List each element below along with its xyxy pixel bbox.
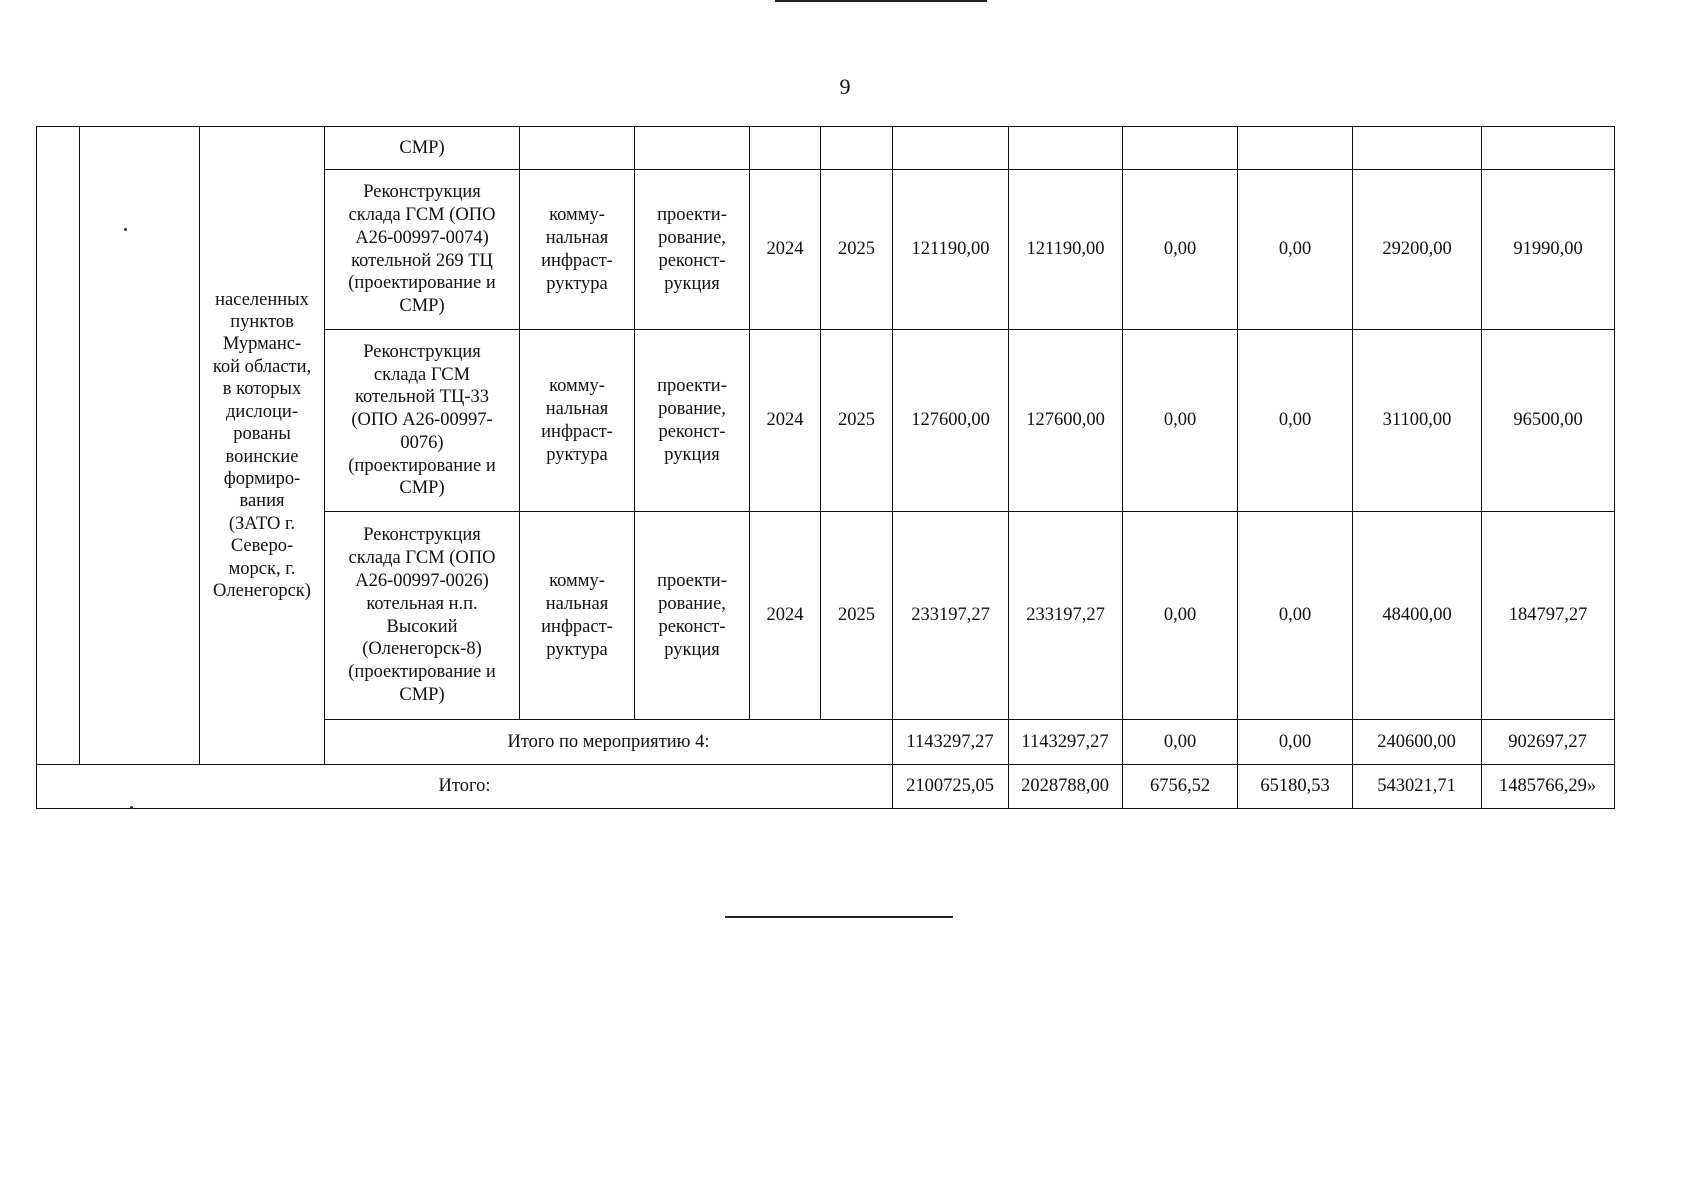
cell-value-3: 0,00: [1238, 330, 1353, 512]
territory-line: пунктов: [230, 312, 294, 333]
territory-line: Северо-: [230, 536, 294, 557]
object-line: котельной ТЦ-33: [354, 387, 490, 408]
grand-total-value-4: 543021,71: [1353, 765, 1482, 809]
table-row-continuation: [37, 127, 1615, 170]
cell-end-year: 2025: [821, 170, 893, 330]
cell-value-5: 96500,00: [1482, 330, 1615, 512]
object-line: (ОПО А26-00997-: [351, 410, 493, 431]
work-line: реконст-: [658, 421, 726, 442]
work-line: рование,: [658, 593, 726, 614]
object-line: котельная н.п.: [366, 593, 478, 614]
cell-value-4: 48400,00: [1353, 512, 1482, 720]
cell-start-year: 2024: [750, 330, 821, 512]
object-line: 0076): [400, 432, 444, 453]
work-line: проекти-: [657, 375, 727, 396]
sphere-line: нальная: [545, 593, 609, 614]
work-line: рукция: [664, 639, 720, 660]
territory-line: в которых: [222, 379, 302, 400]
work-line: рование,: [658, 227, 726, 248]
cell-end-year: 2025: [821, 512, 893, 720]
sphere-line: руктура: [546, 444, 608, 465]
territory-line: Оленегорск): [213, 580, 311, 601]
cell-value-1: 121190,00: [1009, 170, 1123, 330]
sphere-line: комму-: [549, 570, 605, 591]
cell-sphere: [520, 330, 635, 512]
cell-index: [37, 127, 80, 765]
object-line: СМР): [399, 684, 445, 705]
grand-total-row: [37, 765, 1615, 809]
cell-start-year: 2024: [750, 170, 821, 330]
page-number: 9: [839, 74, 851, 99]
cell-empty: [635, 127, 750, 170]
sphere-line: нальная: [545, 398, 609, 419]
cell-total: 121190,00: [893, 170, 1009, 330]
territory-line: формиро-: [223, 468, 301, 489]
subtotal-value-1: 1143297,27: [1009, 720, 1123, 765]
sphere-line: инфраст-: [541, 616, 613, 637]
territory-line: воинские: [225, 446, 299, 467]
cell-object: [325, 330, 520, 512]
sphere-line: комму-: [549, 375, 605, 396]
territory-line: кой области,: [212, 356, 312, 377]
cell-sphere: [520, 170, 635, 330]
work-line: рукция: [664, 444, 720, 465]
work-line: реконст-: [658, 250, 726, 271]
territory-line: дислоци-: [226, 401, 298, 422]
grand-total-value-3: 65180,53: [1238, 765, 1353, 809]
work-line: рование,: [658, 398, 726, 419]
cell-total: 233197,27: [893, 512, 1009, 720]
cell-work-type: [635, 330, 750, 512]
cell-value-2: 0,00: [1123, 512, 1238, 720]
cell-object: [325, 512, 520, 720]
territory-line: вания: [239, 491, 285, 512]
object-line: склада ГСМ: [373, 364, 471, 385]
sphere-line: руктура: [546, 273, 608, 294]
cell-empty: [1123, 127, 1238, 170]
scan-speck: [124, 228, 127, 231]
grand-total-label: Итого:: [37, 765, 893, 809]
cell-program: [80, 127, 200, 765]
object-line: (Оленегорск-8): [362, 639, 482, 660]
work-line: проекти-: [657, 570, 727, 591]
territory-line: (ЗАТО г.: [228, 513, 296, 534]
cell-empty: [520, 127, 635, 170]
object-line: (проектирование и: [348, 662, 496, 683]
cell-empty: [1009, 127, 1123, 170]
territory-line: рованы: [233, 424, 291, 445]
object-line: склада ГСМ (ОПО: [348, 548, 496, 569]
cell-empty: [821, 127, 893, 170]
budget-table: [36, 126, 1615, 809]
top-edge-mark: [775, 0, 987, 2]
sphere-line: инфраст-: [541, 421, 613, 442]
object-line: А26-00997-0026): [355, 570, 489, 591]
object-line: СМР): [399, 478, 445, 499]
sphere-line: комму-: [549, 204, 605, 225]
territory-line: населенных: [215, 289, 309, 310]
object-line: (проектирование и: [348, 273, 496, 294]
cell-value-3: 0,00: [1238, 512, 1353, 720]
grand-total-value-1: 2028788,00: [1009, 765, 1123, 809]
subtotal-total: 1143297,27: [893, 720, 1009, 765]
object-line: А26-00997-0074): [355, 227, 489, 248]
cell-value-1: 127600,00: [1009, 330, 1123, 512]
territory-line: Мурманс-: [222, 334, 302, 355]
object-line: склада ГСМ (ОПО: [348, 204, 496, 225]
cell-value-4: 31100,00: [1353, 330, 1482, 512]
cell-value-5: 91990,00: [1482, 170, 1615, 330]
work-line: реконст-: [658, 616, 726, 637]
cell-value-1: 233197,27: [1009, 512, 1123, 720]
cell-total: 127600,00: [893, 330, 1009, 512]
cell-empty: [893, 127, 1009, 170]
cell-empty: [1353, 127, 1482, 170]
cell-empty: [1482, 127, 1615, 170]
grand-total-total: 2100725,05: [893, 765, 1009, 809]
grand-total-value-5: 1485766,29»: [1482, 765, 1615, 809]
subtotal-value-5: 902697,27: [1482, 720, 1615, 765]
object-line: Реконструкция: [363, 525, 481, 546]
subtotal-value-2: 0,00: [1123, 720, 1238, 765]
cell-value-5: 184797,27: [1482, 512, 1615, 720]
object-line: (проектирование и: [348, 455, 496, 476]
object-line: Реконструкция: [363, 182, 481, 203]
scan-speck: [130, 806, 133, 809]
cell-sphere: [520, 512, 635, 720]
sphere-line: нальная: [545, 227, 609, 248]
subtotal-label: Итого по мероприятию 4:: [325, 720, 893, 765]
object-line: СМР): [399, 296, 445, 317]
object-line: Реконструкция: [363, 341, 481, 362]
cell-object: [325, 170, 520, 330]
object-line: Высокий: [386, 616, 458, 637]
sphere-line: инфраст-: [541, 250, 613, 271]
sphere-line: руктура: [546, 639, 608, 660]
territory-line: морск, г.: [228, 558, 296, 579]
cell-territory: [200, 127, 325, 765]
object-line: котельной 269 ТЦ: [351, 250, 493, 271]
cell-end-year: 2025: [821, 330, 893, 512]
cell-empty: [750, 127, 821, 170]
closing-rule: [725, 916, 953, 918]
work-line: рукция: [664, 273, 720, 294]
subtotal-value-3: 0,00: [1238, 720, 1353, 765]
work-line: проекти-: [657, 204, 727, 225]
grand-total-value-2: 6756,52: [1123, 765, 1238, 809]
cell-work-type: [635, 512, 750, 720]
cell-value-2: 0,00: [1123, 330, 1238, 512]
cell-object: СМР): [325, 127, 520, 170]
cell-value-4: 29200,00: [1353, 170, 1482, 330]
subtotal-value-4: 240600,00: [1353, 720, 1482, 765]
cell-work-type: [635, 170, 750, 330]
cell-empty: [1238, 127, 1353, 170]
cell-start-year: 2024: [750, 512, 821, 720]
cell-value-2: 0,00: [1123, 170, 1238, 330]
cell-value-3: 0,00: [1238, 170, 1353, 330]
